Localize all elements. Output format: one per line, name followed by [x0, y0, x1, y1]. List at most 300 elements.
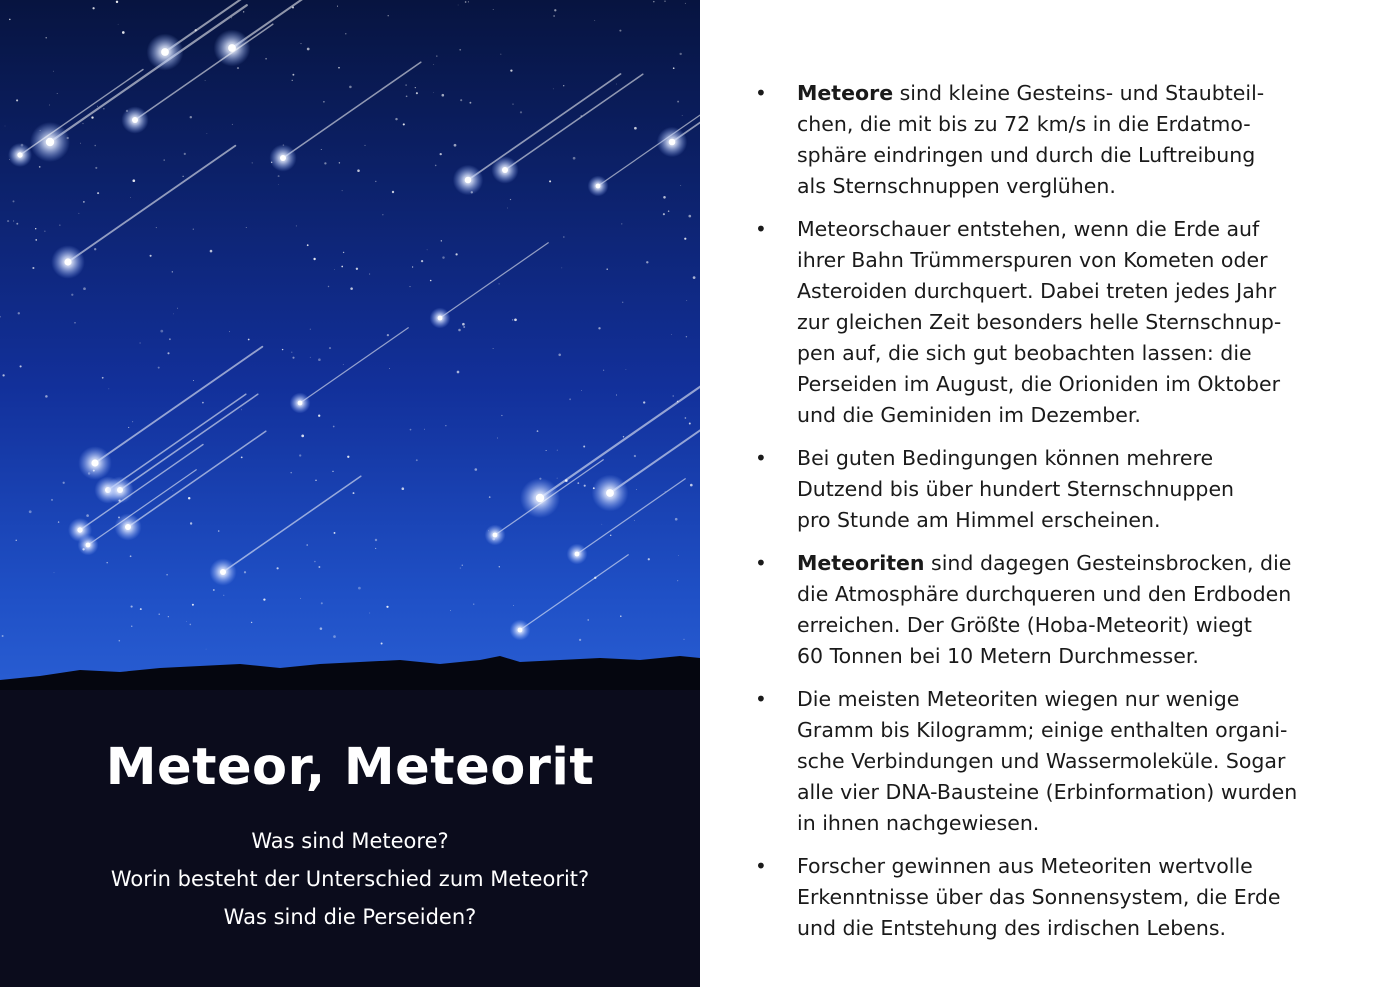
star	[416, 459, 418, 461]
star	[246, 227, 247, 228]
star	[82, 123, 83, 124]
star	[18, 312, 20, 314]
star	[569, 398, 571, 400]
meteor-head	[64, 258, 71, 265]
star	[663, 196, 666, 199]
star	[248, 339, 250, 341]
star	[207, 133, 208, 134]
star	[341, 266, 343, 268]
star	[252, 162, 253, 163]
fact-line: zur gleichen Zeit besonders helle Sternschnup-	[797, 310, 1282, 334]
fact-line: als Sternschnuppen verglühen.	[797, 174, 1116, 198]
star	[292, 357, 294, 359]
star	[433, 92, 434, 93]
star	[58, 521, 59, 522]
star	[177, 308, 178, 309]
star	[459, 49, 461, 51]
star	[313, 258, 315, 260]
star	[510, 69, 512, 71]
star	[356, 268, 358, 270]
star	[389, 368, 390, 369]
star	[347, 456, 349, 458]
star	[623, 436, 624, 437]
star	[563, 237, 564, 238]
star	[489, 496, 491, 498]
fact-line: sche Verbindungen und Wassermoleküle. Sogar	[797, 749, 1286, 773]
star	[440, 153, 442, 155]
star	[332, 471, 333, 472]
fact-line: Gramm bis Kilogramm; einige enthalten organi-	[797, 718, 1288, 742]
star	[445, 425, 446, 426]
fact-line: alle vier DNA-Bausteine (Erbinformation) wurden	[797, 780, 1298, 804]
star	[102, 377, 104, 379]
star	[382, 214, 383, 215]
star	[94, 248, 96, 250]
star	[16, 223, 18, 225]
star	[323, 101, 325, 103]
star	[343, 364, 344, 365]
star	[241, 456, 243, 458]
star	[499, 283, 500, 284]
star	[430, 280, 432, 282]
star	[54, 572, 55, 573]
meteor-head	[77, 527, 82, 532]
star	[192, 604, 194, 606]
star	[206, 649, 207, 650]
star	[469, 102, 471, 104]
star	[345, 33, 346, 34]
star	[598, 327, 600, 329]
star	[5, 126, 6, 127]
star	[57, 93, 58, 94]
star	[159, 614, 160, 615]
star	[622, 302, 623, 303]
star	[683, 639, 684, 640]
star	[290, 472, 292, 474]
question-3: Was sind die Perseiden?	[223, 905, 477, 929]
star	[458, 5, 459, 6]
star	[186, 621, 187, 622]
star	[158, 367, 160, 369]
star	[673, 395, 674, 396]
star	[457, 371, 460, 374]
star	[337, 6, 338, 7]
star	[405, 84, 406, 85]
star	[499, 566, 500, 567]
star	[329, 347, 331, 349]
star	[74, 322, 76, 324]
star	[350, 287, 353, 290]
fact-line: chen, die mit bis zu 72 km/s in die Erdatmo-	[797, 112, 1251, 136]
star	[402, 487, 405, 490]
star	[616, 395, 617, 396]
star	[626, 369, 627, 370]
star	[251, 622, 252, 623]
star	[231, 18, 232, 19]
star	[277, 567, 279, 569]
star	[358, 587, 361, 590]
bullet-icon: •	[755, 551, 767, 575]
star	[463, 326, 465, 328]
star	[150, 255, 152, 257]
star	[455, 253, 457, 255]
meteor-head	[502, 167, 508, 173]
star	[557, 478, 558, 479]
star	[454, 144, 457, 147]
question-list	[0, 822, 700, 936]
star	[183, 176, 184, 177]
star	[549, 180, 551, 182]
bullet-icon: •	[755, 687, 767, 711]
meteor-head	[86, 543, 91, 548]
star	[643, 401, 645, 403]
star	[349, 86, 352, 89]
star	[375, 548, 376, 549]
meteor-head	[46, 138, 54, 146]
star	[140, 608, 142, 610]
star	[468, 1, 469, 2]
star	[450, 610, 451, 611]
star	[173, 314, 174, 315]
star	[53, 71, 54, 72]
star	[108, 388, 109, 389]
star	[339, 162, 340, 163]
star	[342, 190, 343, 191]
star	[561, 268, 562, 269]
star	[80, 143, 81, 144]
star	[557, 450, 558, 451]
star	[83, 287, 86, 290]
fact-line: Die meisten Meteoriten wiegen nur wenige	[797, 687, 1240, 711]
star	[139, 342, 140, 343]
star	[435, 165, 437, 167]
star	[13, 200, 15, 202]
star	[690, 484, 693, 487]
fact-line: Meteorschauer entstehen, wenn die Erde auf	[797, 217, 1260, 241]
star	[318, 358, 321, 361]
star	[95, 167, 97, 169]
fact-line: pen auf, die sich gut beobachten lassen: die	[797, 341, 1252, 365]
bullet-icon: •	[755, 446, 767, 470]
star	[558, 354, 561, 357]
star	[537, 430, 539, 432]
star	[653, 1, 655, 3]
question-1: Was sind Meteore?	[251, 829, 449, 853]
star	[601, 524, 602, 525]
fact-item	[755, 78, 1355, 202]
fact-line: die Atmosphäre durchqueren und den Erdboden	[797, 582, 1292, 606]
star	[97, 192, 99, 194]
fact-line: Erkenntnisse über das Sonnensystem, die Erde	[797, 885, 1281, 909]
star	[16, 540, 17, 541]
meteor-head	[125, 524, 131, 530]
fact-line: in ihnen nachgewiesen.	[797, 811, 1040, 835]
star	[392, 191, 394, 193]
star	[433, 64, 434, 65]
star	[59, 225, 60, 226]
star	[118, 24, 119, 25]
star	[299, 454, 301, 456]
fact-list	[755, 78, 1355, 956]
star	[679, 53, 681, 55]
fact-line: und die Entstehung des irdischen Lebens.	[797, 916, 1227, 940]
star	[35, 239, 37, 241]
star	[156, 227, 157, 228]
star	[172, 271, 173, 272]
star	[460, 568, 461, 569]
star	[167, 352, 169, 354]
star	[92, 7, 94, 9]
fact-line: ihrer Bahn Trümmerspuren von Kometen oder	[797, 248, 1268, 272]
star	[86, 514, 89, 517]
star	[13, 221, 14, 222]
fact-item	[755, 684, 1355, 839]
fact-line: Forscher gewinnen aus Meteoriten wertvolle	[797, 854, 1253, 878]
star	[131, 626, 132, 627]
star	[296, 225, 297, 226]
star	[427, 249, 428, 250]
star	[190, 522, 192, 524]
bullet-icon: •	[755, 854, 767, 878]
star	[229, 331, 230, 332]
star	[334, 269, 335, 270]
fact-line: Meteoriten sind dagegen Gesteinsbrocken, die	[797, 551, 1292, 575]
fact-line: Asteroiden durchquert. Dabei treten jedes Jahr	[797, 279, 1277, 303]
star	[130, 555, 132, 557]
star	[587, 619, 588, 620]
star	[610, 535, 611, 536]
star	[343, 252, 344, 253]
star	[16, 99, 18, 101]
star	[673, 67, 675, 69]
star	[677, 580, 678, 581]
meteor-head	[161, 48, 169, 56]
star	[462, 565, 463, 566]
meteor-head	[518, 628, 523, 633]
star	[166, 574, 168, 576]
star	[7, 220, 9, 222]
star	[307, 48, 310, 51]
star	[688, 215, 691, 218]
star	[172, 490, 173, 491]
star	[169, 338, 171, 340]
text-panel	[700, 0, 1400, 987]
star	[193, 380, 194, 381]
star	[442, 256, 444, 258]
star	[45, 395, 48, 398]
star	[328, 286, 329, 287]
star	[546, 450, 547, 451]
question-2: Worin besteht der Unterschied zum Meteorit?	[110, 867, 590, 891]
star	[353, 492, 355, 494]
star	[320, 627, 323, 630]
star	[416, 92, 418, 94]
star	[501, 415, 502, 416]
star	[621, 223, 622, 224]
star	[128, 427, 129, 428]
star	[665, 491, 666, 492]
star	[693, 276, 696, 279]
star	[213, 589, 215, 591]
star	[244, 571, 246, 573]
star	[497, 438, 498, 439]
star	[39, 166, 41, 168]
meteor-head	[220, 569, 226, 575]
star	[119, 640, 121, 642]
star	[2, 374, 4, 376]
star	[636, 489, 637, 490]
star	[646, 261, 648, 263]
star	[436, 55, 437, 56]
star	[310, 357, 311, 358]
star	[581, 390, 582, 391]
star	[375, 539, 377, 541]
star	[307, 244, 309, 246]
star	[510, 199, 511, 200]
star	[619, 30, 621, 32]
star	[671, 334, 672, 335]
meteor-head	[465, 177, 472, 184]
star	[465, 1, 467, 3]
fact-item	[755, 548, 1355, 672]
star	[106, 562, 108, 564]
star	[663, 213, 665, 215]
star	[210, 250, 213, 253]
star	[553, 88, 554, 89]
star	[71, 294, 73, 296]
star	[554, 9, 556, 11]
star	[202, 402, 204, 404]
star	[664, 1, 665, 2]
star	[292, 74, 294, 76]
star	[334, 532, 336, 534]
meteor-head	[606, 489, 614, 497]
star	[324, 162, 326, 164]
star	[387, 334, 389, 336]
fact-line: Perseiden im August, die Orioniden im Oktober	[797, 372, 1281, 396]
star	[620, 615, 621, 616]
star	[493, 348, 494, 349]
fact-line: Dutzend bis über hundert Sternschnuppen	[797, 477, 1235, 501]
meteor-head	[91, 459, 98, 466]
star	[278, 175, 280, 177]
star	[514, 318, 517, 321]
star	[689, 423, 691, 425]
star	[20, 365, 22, 367]
star	[103, 108, 104, 109]
meteor-shower-image	[0, 0, 700, 700]
fact-line: und die Geminiden im Dezember.	[797, 403, 1141, 427]
meteor-head	[575, 552, 580, 557]
star	[32, 267, 34, 269]
star	[678, 555, 679, 556]
star	[594, 20, 595, 21]
fact-keyword: Meteoriten	[797, 551, 925, 575]
star	[634, 455, 636, 457]
star	[29, 510, 32, 513]
fact-line: Meteore sind kleine Gesteins- und Staubteil-	[797, 81, 1265, 105]
fact-line: erreichen. Der Größte (Hoba-Meteorit) wiegt	[797, 613, 1252, 637]
star	[634, 520, 635, 521]
star	[45, 37, 46, 38]
star	[369, 274, 370, 275]
star	[686, 300, 687, 301]
fact-line: Bei guten Bedingungen können mehrere	[797, 446, 1214, 470]
star	[421, 260, 423, 262]
star	[583, 446, 585, 448]
meteor-head	[17, 152, 22, 157]
star	[218, 530, 220, 532]
star	[241, 409, 242, 410]
star	[223, 595, 224, 596]
star	[314, 561, 316, 563]
star	[131, 606, 133, 608]
star	[282, 349, 283, 350]
star	[677, 101, 679, 103]
star	[310, 329, 311, 330]
star	[584, 485, 586, 487]
star	[44, 231, 45, 232]
star	[603, 370, 604, 371]
star	[412, 266, 413, 267]
star	[616, 84, 617, 85]
star	[49, 105, 50, 106]
star	[462, 323, 465, 326]
meteor-head	[669, 139, 676, 146]
bullet-icon: •	[755, 217, 767, 241]
meteor-head	[280, 155, 286, 161]
star	[381, 643, 383, 645]
star	[188, 497, 190, 499]
star	[388, 15, 389, 16]
star	[318, 415, 320, 417]
star	[78, 213, 79, 214]
star	[441, 240, 442, 241]
star	[386, 606, 388, 608]
star	[265, 58, 267, 60]
star	[232, 124, 233, 125]
star	[458, 329, 461, 332]
star	[512, 319, 513, 320]
star	[634, 127, 637, 130]
star	[97, 106, 98, 107]
star	[116, 1, 118, 3]
fact-item	[755, 443, 1355, 536]
star	[685, 417, 687, 419]
star	[301, 435, 304, 438]
star	[321, 149, 322, 150]
star	[684, 238, 686, 240]
star	[501, 54, 502, 55]
star	[424, 429, 425, 430]
star	[160, 330, 163, 333]
star	[493, 9, 494, 10]
star	[83, 201, 85, 203]
star	[563, 85, 564, 86]
star	[606, 268, 607, 269]
fact-line: pro Stunde am Himmel erscheinen.	[797, 508, 1161, 532]
star	[163, 159, 164, 160]
star	[168, 616, 169, 617]
star	[315, 480, 316, 481]
star	[205, 80, 206, 81]
meteor-head	[493, 533, 498, 538]
star	[291, 352, 292, 353]
star	[686, 336, 687, 337]
star	[321, 602, 323, 604]
fact-keyword: Meteore	[797, 81, 894, 105]
star	[338, 67, 340, 69]
